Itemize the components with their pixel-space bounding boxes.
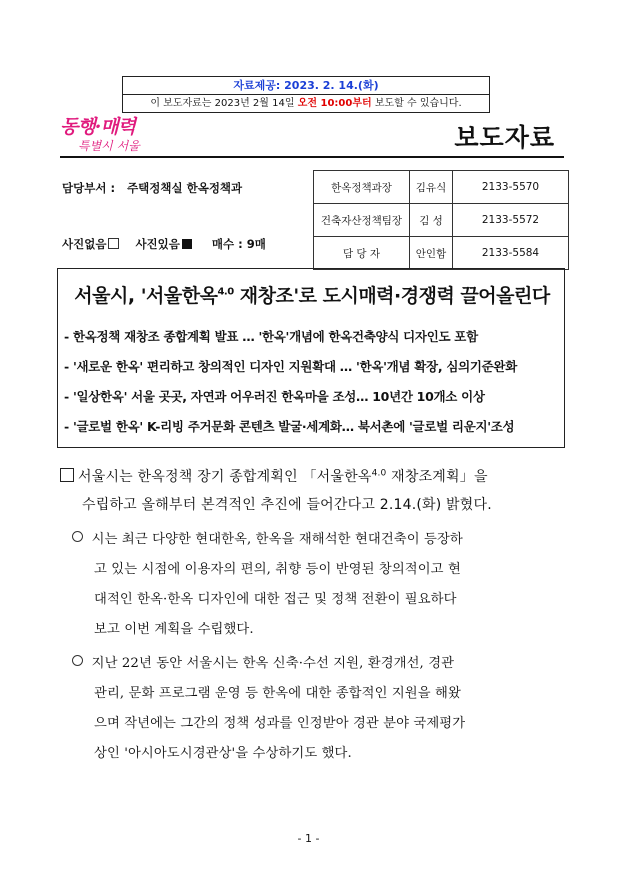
square-bullet-icon (60, 468, 74, 482)
subheading: - '새로운 한옥' 편리하고 창의적인 디자인 지원확대 … '한옥'개념 확장, 심의기준완화 (64, 359, 517, 374)
department-value: 주택정책실 한옥정책과 (127, 181, 243, 195)
contact-role: 한옥정책과장 (314, 171, 410, 204)
embargo-time: 오전 10:00부터 (297, 98, 372, 109)
paragraph-line: 보고 이번 계획을 수립했다. (94, 622, 254, 637)
release-date: 자료제공: 2023. 2. 14.(화) (233, 79, 379, 92)
subheading: - '글로벌 한옥' K-리빙 주거문화 콘텐츠 발굴·세계화… 북서촌에 '글로벌 리운지'조성 (64, 419, 515, 434)
photo-info (62, 236, 266, 252)
paragraph-line: 대적인 한옥·한옥 디자인에 대한 접근 및 정책 전환이 필요하다 (94, 592, 457, 607)
department-label: 담당부서 : (62, 181, 116, 195)
embargo-text: 이 보도자료는 2023년 2월 14일 오전 10:00부터 보도할 수 있습니다. (123, 94, 489, 112)
headline-box (57, 268, 565, 448)
embargo-notice (122, 76, 490, 113)
contact-row (314, 237, 569, 270)
paragraph-line: 관리, 문화 프로그램 운영 등 한옥에 대한 종합적인 지원을 해왔 (94, 686, 461, 701)
press-release-title: 보도자료 (454, 123, 555, 152)
contact-name: 김유식 (410, 171, 453, 204)
lead-line: 서울시는 한옥정책 장기 종합계획인 「서울한옥$^{4.0}$ 재창조계획」을 (60, 466, 488, 486)
contact-role: 건축자산정책팀장 (314, 204, 410, 237)
contact-phone: 2133-5572 (453, 204, 569, 237)
page-number: - 1 - (297, 832, 320, 845)
photo-none-label: 사진없음 (62, 237, 107, 251)
paragraph-line: 고 있는 시점에 이용자의 편의, 취향 등이 반영된 창의적이고 현 (94, 562, 461, 577)
contact-phone: 2133-5584 (453, 237, 569, 270)
photo-yes-label: 사진있음 (135, 237, 180, 251)
logo-subtitle: 특별시 서울 (78, 139, 140, 153)
unchecked-box-icon (108, 238, 119, 249)
contact-role: 담 당 자 (314, 237, 410, 270)
paragraph-line: 시는 최근 다양한 현대한옥, 한옥을 재해석한 현대건축이 등장하 (72, 528, 463, 547)
circle-bullet-icon (72, 655, 83, 666)
paragraph-line: 지난 22년 동안 서울시는 한옥 신축·수선 지원, 환경개선, 경관 (72, 652, 454, 671)
subheading: - '일상한옥' 서울 곳곳, 자연과 어우러진 한옥마을 조성… 10년간 10개소 이상 (64, 389, 485, 404)
contact-phone: 2133-5570 (453, 171, 569, 204)
checked-box-icon (182, 239, 192, 249)
contact-table (313, 170, 569, 270)
logo-slogan: 동행·매력 (60, 116, 136, 138)
paragraph-line: 상인 '아시아도시경관상'을 수상하기도 했다. (94, 746, 352, 761)
department-line (62, 180, 242, 196)
subheading: - 한옥정책 재창조 종합계획 발표 … '한옥'개념에 한옥건축양식 디자인도 포함 (64, 329, 478, 344)
contact-row (314, 171, 569, 204)
photo-count: 매수 : 9매 (211, 237, 266, 251)
contact-name: 안인함 (410, 237, 453, 270)
lead-line: 수립하고 올해부터 본격적인 추진에 들어간다고 2.14.(화) 밝혔다. (82, 497, 492, 513)
header-divider (60, 156, 564, 158)
headline: 서울시, '서울한옥$^{4.0}$ 재창조'로 도시매력·경쟁력 끌어올린다 (74, 285, 550, 307)
contact-name: 김 성 (410, 204, 453, 237)
contact-row (314, 204, 569, 237)
circle-bullet-icon (72, 531, 83, 542)
paragraph-line: 으며 작년에는 그간의 정책 성과를 인정받아 경관 분야 국제평가 (94, 716, 466, 731)
seoul-logo (60, 112, 160, 162)
